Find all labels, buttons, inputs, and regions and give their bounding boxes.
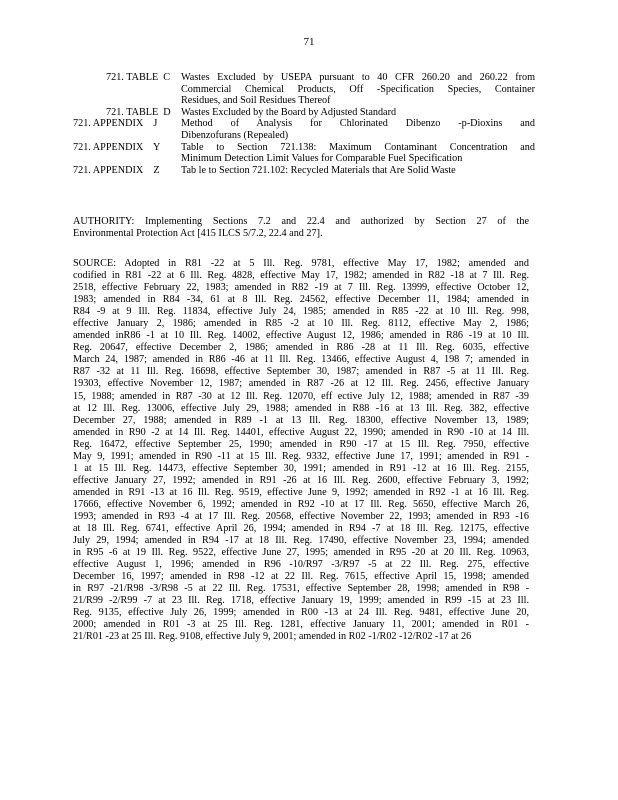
toc-entry-label: 721. APPENDIX J xyxy=(73,118,158,130)
source-line: Reg. 20647, effective December 2, 1986; amended in R86 -28 at 11 Ill. Reg. 6035, effective xyxy=(73,342,529,354)
toc-title-line: Wastes Excluded by USEPA pursuant to 40 CFR 260.20 and 260.22 from xyxy=(181,72,535,83)
source-line: March 24, 1987; amended in R86 -46 at 11 Ill. Reg. 13466, effective August 4, 198 7; amended in xyxy=(73,354,529,366)
toc-entry xyxy=(73,165,535,177)
source-line: at 18 Ill. Reg. 6741, effective April 26, 1994; amended in R94 -7 at 18 Ill. Reg. 12175, effective xyxy=(73,523,529,535)
toc-entry-label: 721. TABLE D xyxy=(106,106,171,118)
toc-entry-title xyxy=(181,107,535,119)
source-line: 21/R99 -2/R99 -7 at 23 Ill. Reg. 1718, effective January 19, 1999; amended in R99 -15 at 23 Ill. xyxy=(73,595,529,607)
toc-entry-title xyxy=(181,165,535,177)
toc-entry-title xyxy=(181,142,535,165)
source-paragraph xyxy=(73,258,529,644)
source-line: SOURCE: Adopted in R81 -22 at 5 Ill. Reg. 9781, effective May 17, 1982; amended and xyxy=(73,258,529,269)
source-line: Reg. 9135, effective July 26, 1999; amended in R00 -13 at 24 Ill. Reg. 9481, effective June 20, xyxy=(73,607,529,619)
toc-entry-title xyxy=(181,118,535,141)
authority-paragraph xyxy=(73,216,529,240)
source-line: amended inR86 -1 at 10 Ill. Reg. 14002, effective August 12, 1986; amended in R86 -19 at 10 Ill. xyxy=(73,330,529,342)
source-line: 1983; amended in R84 -34, 61 at 8 Ill. Reg. 24562, effective December 11, 1984; amended in xyxy=(73,294,529,306)
source-line: at 12 Ill. Reg. 13006, effective July 29, 1988; amended in R88 -16 at 13 Ill. Reg. 382, effective xyxy=(73,402,529,414)
authority-line: Environmental Protection Act [415 ILCS 5/7.2, 22.4 and 27]. xyxy=(73,228,323,240)
source-line: effective January 2, 1986; amended in R85 -2 at 10 Ill. Reg. 8112, effective May 2, 1986; xyxy=(73,318,529,330)
source-line: May 9, 1991; amended in R90 -11 at 15 Ill. Reg. 9332, effective June 17, 1991; amended in R91 - xyxy=(73,450,529,462)
source-line: codified in R81 -22 at 6 Ill. Reg. 4828, effective May 17, 1982; amended in R82 -18 at 7 Ill. Reg. xyxy=(73,270,529,282)
toc-entry-label: 721. APPENDIX Z xyxy=(73,164,160,176)
source-line: in R95 -6 at 19 Ill. Reg. 9522, effective June 27, 1995; amended in R95 -20 at 20 Ill. Reg. 10963, xyxy=(73,547,529,559)
toc-title-line: Dibenzofurans (Repealed) xyxy=(181,129,289,141)
toc-entry xyxy=(73,107,535,119)
source-line: 15, 1988; amended in R87 -30 at 12 Ill. Reg. 12070, eff ective July 12, 1988; amended in R87 -39 xyxy=(73,390,529,402)
toc-entry xyxy=(73,118,535,141)
source-line: 1993; amended in R93 -4 at 17 Ill. Reg. 20568, effective November 22, 1993; amended in R93 -16 xyxy=(73,510,529,522)
toc-entry xyxy=(73,142,535,165)
authority-line: AUTHORITY: Implementing Sections 7.2 and 22.4 and authorized by Section 27 of the xyxy=(73,216,529,227)
toc-entry-title xyxy=(181,72,535,107)
toc-entry xyxy=(73,72,535,107)
toc-entry-label: 721. TABLE C xyxy=(106,72,171,83)
source-line: 17666, effective November 6, 1992; amended in R92 -10 at 17 Ill. Reg. 5650, effective March 26, xyxy=(73,498,529,510)
source-line: 2000; amended in R01 -3 at 25 Ill. Reg. 1281, effective January 11, 2001; amended in R01 - xyxy=(73,619,529,631)
toc-title-line: Tab le to Section 721.102: Recycled Materials that Are Solid Waste xyxy=(181,164,456,176)
source-line: amended in R90 -2 at 14 Ill. Reg. 14401, effective August 22, 1990; amended in R90 -10 at 14 Ill. xyxy=(73,426,529,438)
source-line: 1 at 15 Ill. Reg. 14473, effective September 30, 1991; amended in R91 -12 at 16 Ill. Reg. 2155, xyxy=(73,462,529,474)
toc-title-line: Minimum Detection Limit Values for Comparable Fuel Specification xyxy=(181,153,463,165)
source-line: 2518, effective February 22, 1983; amended in R82 -19 at 7 Ill. Reg. 13999, effective October 12, xyxy=(73,282,529,294)
source-line: in R97 -21/R98 -3/R98 -5 at 22 Ill. Reg. 17531, effective September 28, 1998; amended in R98 - xyxy=(73,583,529,595)
toc-title-line: Wastes Excluded by the Board by Adjusted Standard xyxy=(181,106,397,118)
toc-title-line: Residues, and Soil Residues Thereof xyxy=(181,95,331,107)
source-line: 21/R01 -23 at 25 Ill. Reg. 9108, effective July 9, 2001; amended in R02 -1/R02 -12/R02 -17 at 26 xyxy=(73,631,472,643)
source-line: 19303, effective November 12, 1987; amended in R87 -26 at 12 Ill. Reg. 2456, effective January xyxy=(73,378,529,390)
toc-entry-label: 721. APPENDIX Y xyxy=(73,141,161,153)
source-line: effective January 27, 1992; amended in R91 -26 at 16 Ill. Reg. 2600, effective February 3, 1992; xyxy=(73,474,529,486)
toc-title-line: Table to Section 721.138: Maximum Contaminant Concentration and xyxy=(181,141,535,153)
page-number: 71 xyxy=(303,36,315,48)
source-line: effective August 1, 1996; amended in R96 -10/R97 -3/R97 -5 at 22 Ill. Reg. 275, effective xyxy=(73,559,529,571)
source-line: R87 -32 at 11 Ill. Reg. 16698, effective September 30, 1987; amended in R87 -5 at 11 Ill. Reg. xyxy=(73,366,529,378)
toc-title-line: Method of Analysis for Chlorinated Dibenzo -p-Dioxins and xyxy=(181,118,535,130)
source-line: amended in R91 -13 at 16 Ill. Reg. 9519, effective June 9, 1992; amended in R92 -1 at 16 Ill. Reg. xyxy=(73,486,529,498)
source-line: R84 -9 at 9 Ill. Reg. 11834, effective July 24, 1985; amended in R85 -22 at 10 Ill. Reg. 998, xyxy=(73,306,529,318)
source-line: December 27, 1988; amended in R89 -1 at 13 Ill. Reg. 18300, effective November 13, 1989; xyxy=(73,414,529,426)
source-line: Reg. 16472, effective September 25, 1990; amended in R90 -17 at 15 Ill. Reg. 7950, effective xyxy=(73,438,529,450)
source-line: July 29, 1994; amended in R94 -17 at 18 Ill. Reg. 17490, effective November 23, 1994; amended xyxy=(73,535,529,547)
source-line: December 16, 1997; amended in R98 -12 at 22 Ill. Reg. 7615, effective April 15, 1998; amended xyxy=(73,571,529,583)
toc-title-line: Commercial Chemical Products, Off -Specification Species, Container xyxy=(181,83,535,95)
table-of-contents xyxy=(73,72,535,176)
